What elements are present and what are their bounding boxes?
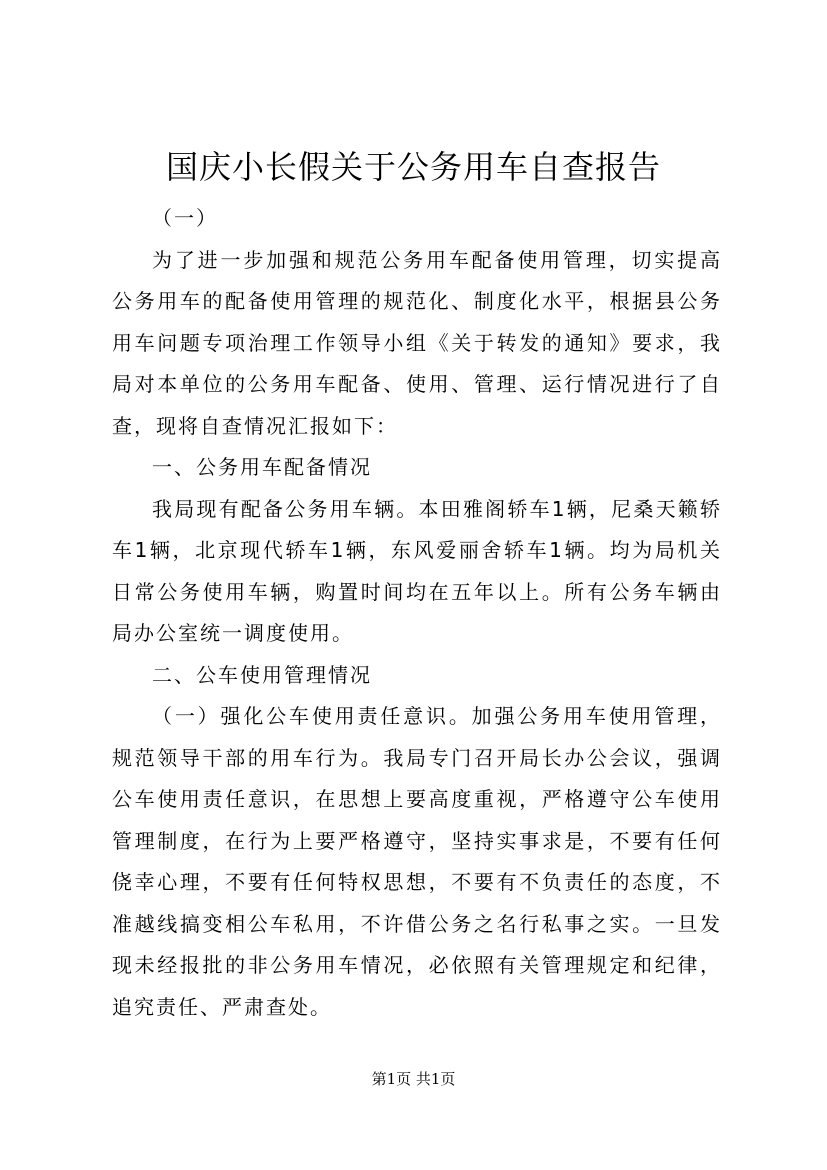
- document-title: 国庆小长假关于公务用车自查报告: [165, 148, 661, 186]
- document-body: [112, 198, 722, 1028]
- page-footer: 第1页 共1页: [371, 1070, 456, 1088]
- vehicle-allocation-paragraph: 我局现有配备公务用车辆。本田雅阁轿车1辆，尼桑天籁轿车1辆，北京现代轿车1辆，东风爱丽舍轿车1辆。均为局机关日常公务使用车辆，购置时间均在五年以上。所有公务车辆由局办公室统一调度使用。: [112, 496, 722, 645]
- section-marker: （一）: [152, 206, 218, 230]
- intro-paragraph: 为了进一步加强和规范公务用车配备使用管理，切实提高公务用车的配备使用管理的规范化、制度化水平，根据县公务用车问题专项治理工作领导小组《关于转发的通知》要求，我局对本单位的公务用车配备、使用、管理、运行情况进行了自查，现将自查情况汇报如下：: [112, 247, 722, 438]
- responsibility-paragraph: （一）强化公车使用责任意识。加强公务用车使用管理，规范领导干部的用车行为。我局专门召开局长办公会议，强调公车使用责任意识，在思想上要高度重视，严格遵守公车使用管理制度，在行为上要严格遵守，坚持实事求是，不要有任何侥幸心理，不要有任何特权思想，不要有不负责任的态度，不准越线搞变相公车私用，不许借公务之名行私事之实。一旦发现未经报批的非公务用车情况，必依照有关管理规定和纪律，追究责任、严肃查处。: [112, 704, 722, 1019]
- heading-vehicle-management: 二、公车使用管理情况: [152, 662, 372, 687]
- heading-vehicle-allocation: 一、公务用车配备情况: [152, 455, 372, 479]
